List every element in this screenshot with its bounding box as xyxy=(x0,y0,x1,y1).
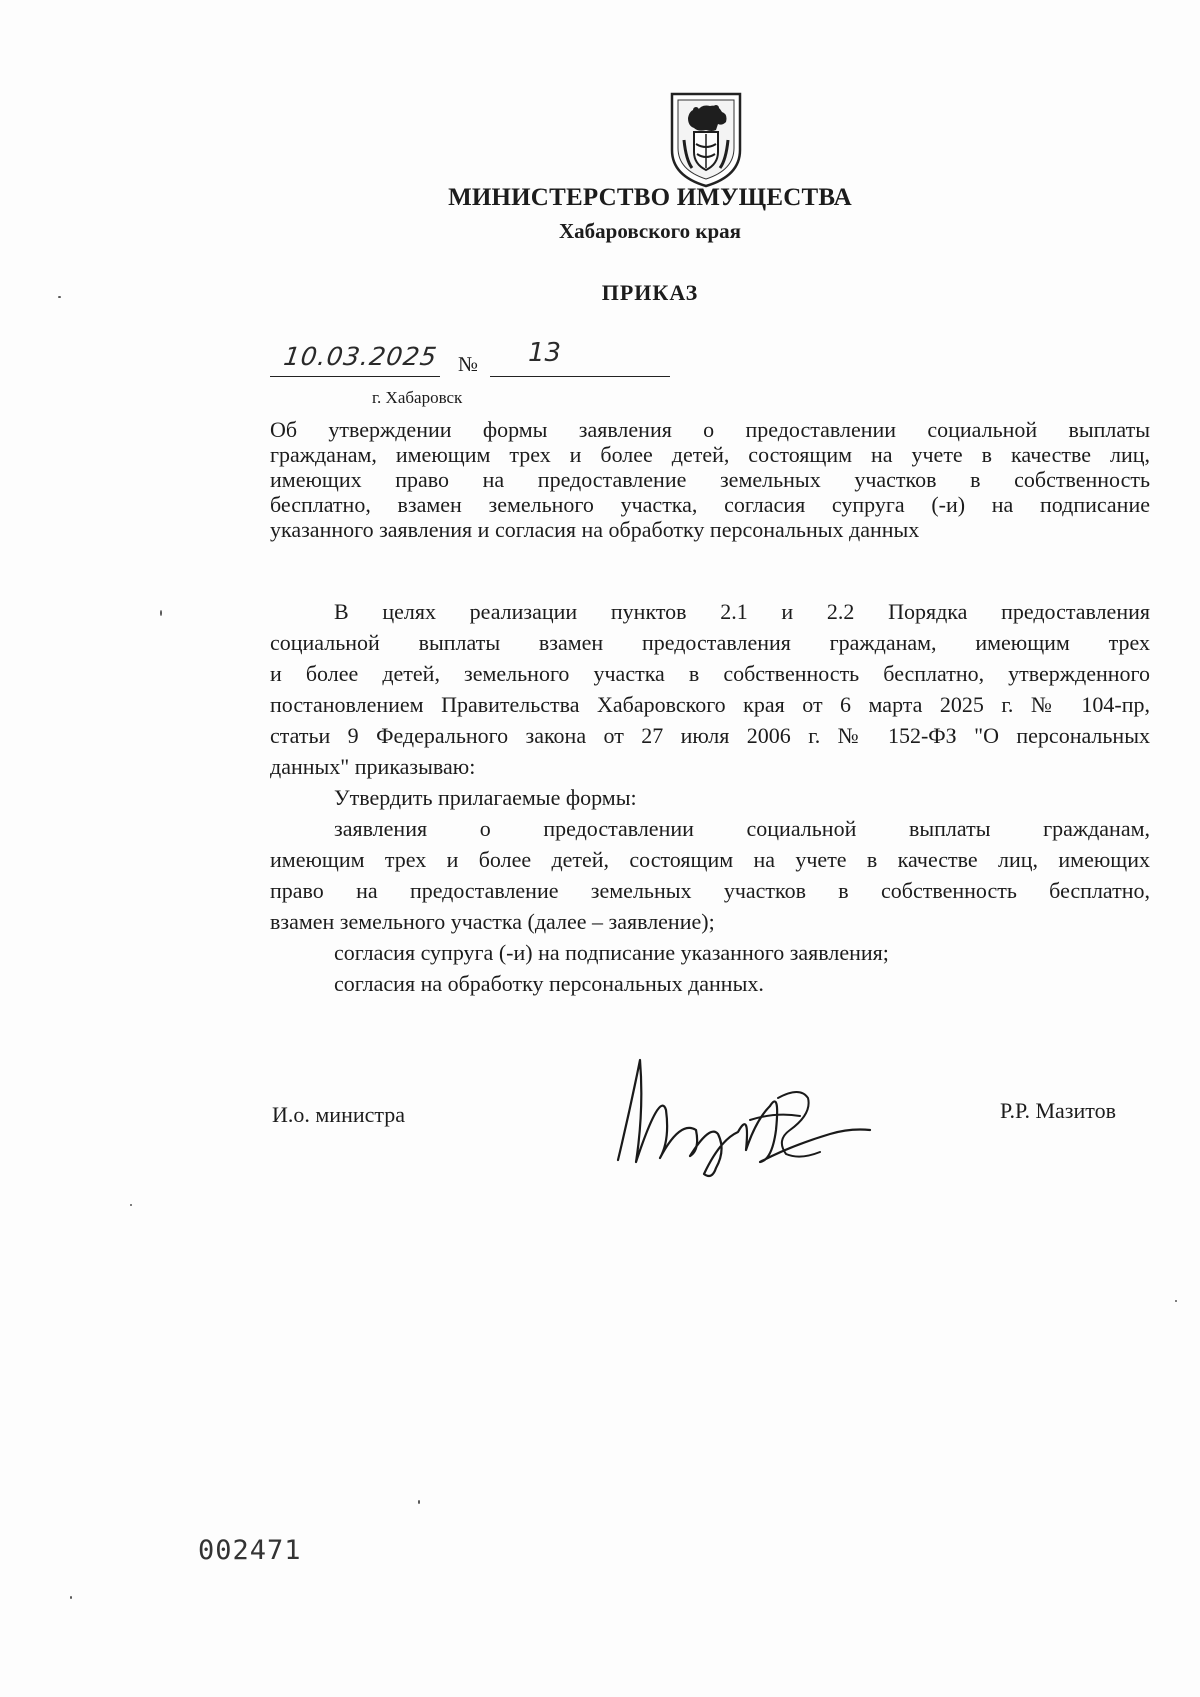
subject-line: Об утверждении формы заявления о предоставлении социальной выплаты xyxy=(270,417,1150,442)
registration-number: 002471 xyxy=(198,1535,302,1566)
scan-speck xyxy=(160,610,162,616)
subject-line: указанного заявления и согласия на обработку персональных данных xyxy=(270,517,920,542)
subject-line: бесплатно, взамен земельного участка, согласия супруга (-и) на подписание xyxy=(270,492,1150,517)
number-underline xyxy=(490,376,670,377)
city: г. Хабаровск xyxy=(372,388,463,407)
scan-speck xyxy=(58,296,61,298)
scan-speck xyxy=(70,1596,72,1599)
order-subject xyxy=(270,417,1150,542)
scan-speck xyxy=(130,1204,132,1206)
item1-line: заявления о предоставлении социальной выплаты гражданам, xyxy=(334,816,1150,841)
date-underline xyxy=(270,376,440,377)
region-title: Хабаровского края xyxy=(559,219,741,243)
date-number-line xyxy=(270,338,670,380)
preamble-line: данных" приказываю: xyxy=(270,754,476,779)
item1-line: взамен земельного участка (далее – заявление); xyxy=(270,909,715,934)
document-type: ПРИКАЗ xyxy=(601,280,699,305)
scan-speck xyxy=(1175,1300,1177,1302)
order-body xyxy=(270,596,1150,999)
preamble-line: В целях реализации пунктов 2.1 и 2.2 Порядка предоставления xyxy=(334,599,1150,624)
item1-line: имеющим трех и более детей, состоящим на учете в качестве лиц, имеющих xyxy=(270,847,1150,872)
subject-line: гражданам, имеющим трех и более детей, состоящим на учете в качестве лиц, xyxy=(270,442,1150,467)
signatory-name: Р.Р. Мазитов xyxy=(1000,1098,1116,1123)
scan-speck xyxy=(418,1500,420,1504)
item2-line: согласия супруга (-и) на подписание указанного заявления; xyxy=(334,940,889,965)
preamble-line: социальной выплаты взамен предоставления гражданам, имеющим трех xyxy=(270,630,1150,655)
preamble-line: и более детей, земельного участка в собственность бесплатно, утвержденного xyxy=(270,661,1150,686)
handwritten-date: 10.03.2025 xyxy=(281,342,440,371)
coat-of-arms-emblem xyxy=(666,90,746,188)
ministry-title: МИНИСТЕРСТВО ИМУЩЕСТВА xyxy=(448,184,852,211)
approve-line: Утвердить прилагаемые формы: xyxy=(334,785,637,810)
item3-line: согласия на обработку персональных данных. xyxy=(334,971,764,996)
preamble-line: постановлением Правительства Хабаровского края от 6 марта 2025 г. № 104-пр, xyxy=(270,692,1150,717)
number-sign: № xyxy=(458,352,479,376)
subject-line: имеющих право на предоставление земельных участков в собственность xyxy=(270,467,1150,492)
handwritten-number: 13 xyxy=(528,338,562,368)
preamble-line: статьи 9 Федерального закона от 27 июля 2006 г. № 152-ФЗ "О персональных xyxy=(270,723,1150,748)
item1-line: право на предоставление земельных участков в собственность бесплатно, xyxy=(270,878,1150,903)
handwritten-signature xyxy=(600,1050,900,1190)
signatory-role: И.о. министра xyxy=(272,1102,406,1127)
